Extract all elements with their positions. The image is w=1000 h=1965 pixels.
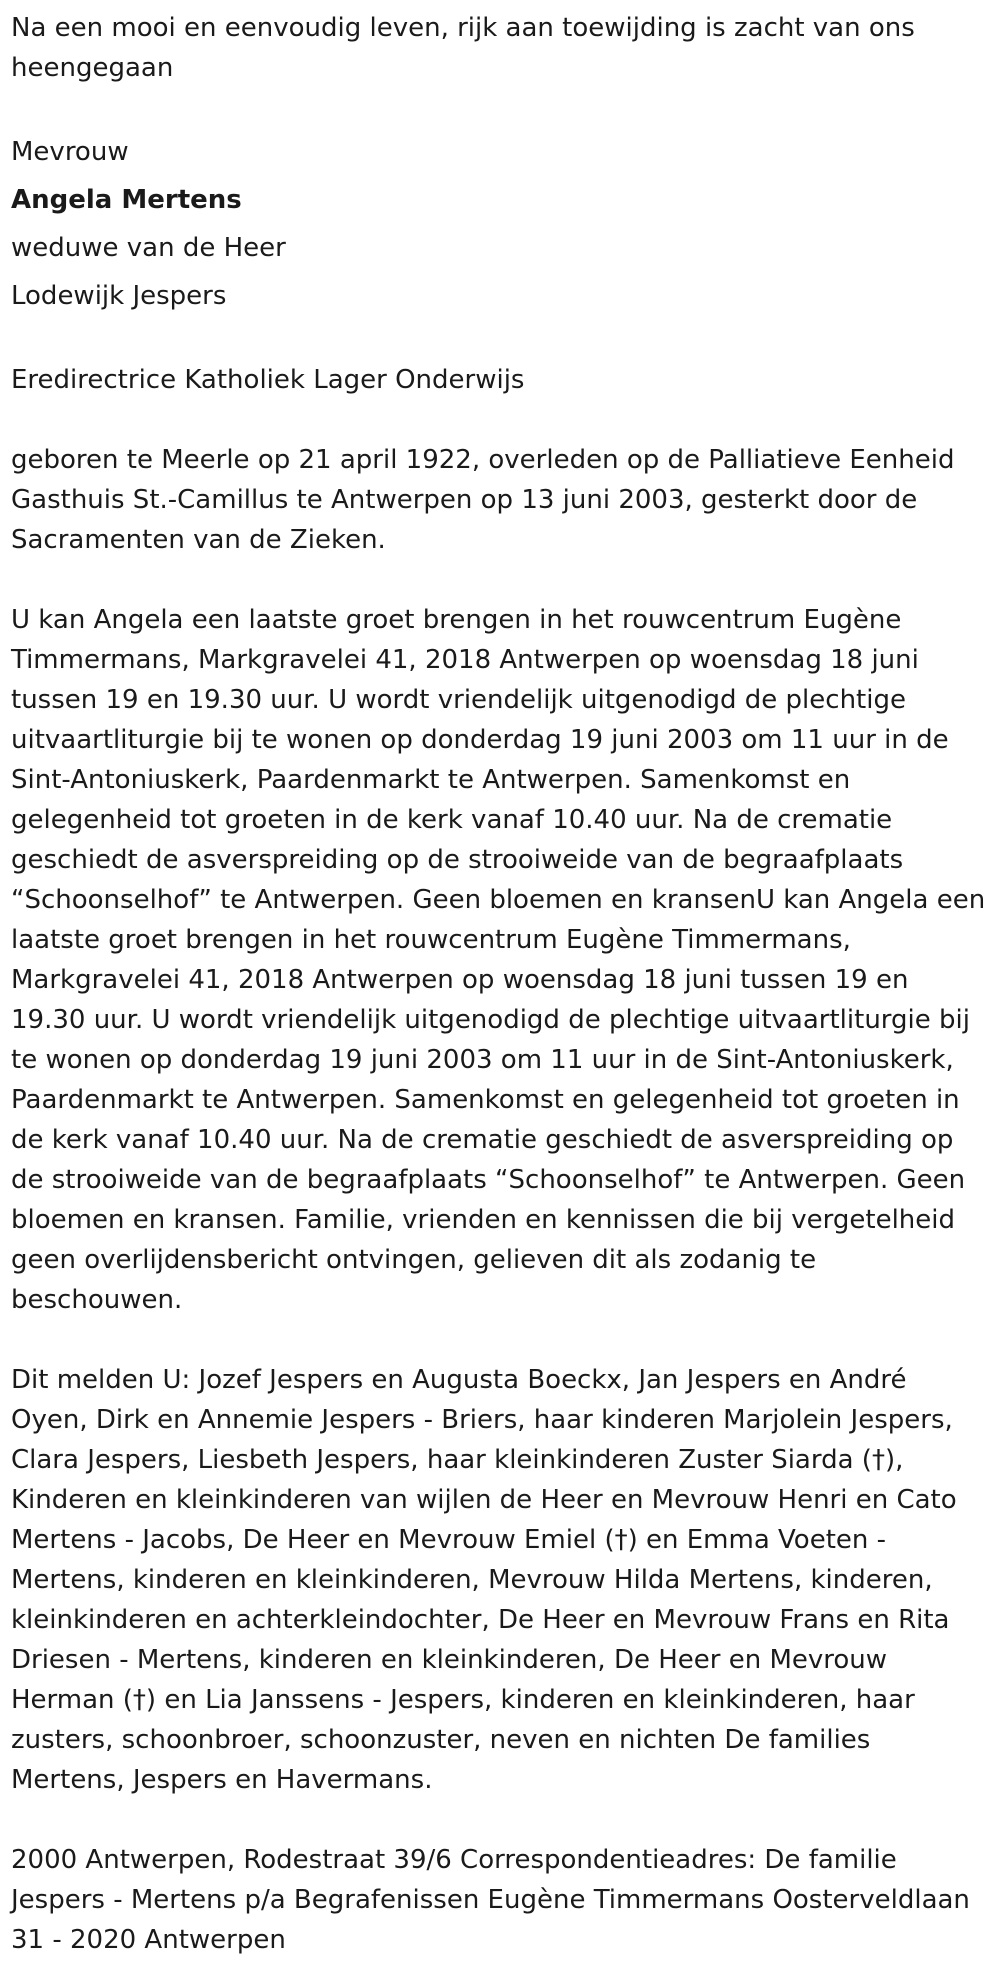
spouse-name: Lodewijk Jespers (11, 281, 227, 311)
deceased-name: Angela Mertens (11, 185, 242, 215)
spacer (11, 88, 989, 128)
spacer (11, 400, 989, 440)
spacer (11, 1320, 989, 1360)
funeral-info-text: U kan Angela een laatste groet brengen in het rouwcentrum Eugène Timmermans, Markgravelei 41, 2018 Antwerpen op woensdag 18 juni tussen 19 en 19.30 uur. U wordt vriendelijk uitgenodigd de plechtige uitvaartliturgie bij te wonen op donderdag 19 juni 2003 om 11 uur in de Sint-Antoniuskerk, Paardenmarkt te Antwerpen. Samenkomst en gelegenheid tot groeten in de kerk vanaf 10.40 uur. Na de crematie geschiedt de asverspreiding op de strooiweide van de begraafplaats “Schoonselhof” te Antwerpen. Geen bloemen en kransenU kan Angela een laatste groet brengen in het rouwcentrum Eugène Timmermans, Markgravelei 41, 2018 Antwerpen op woensdag 18 juni tussen 19 en 19.30 uur. U wordt vriendelijk uitgenodigd de plechtige uitvaartliturgie bij te wonen op donderdag 19 juni 2003 om 11 uur in de Sint-Antoniuskerk, Paardenmarkt te Antwerpen. Samenkomst en gelegenheid tot groeten in de kerk vanaf 10.40 uur. Na de crematie geschiedt de asverspreiding op de strooiweide van de begraafplaats “Schoonselhof” te Antwerpen. Geen bloemen en kransen. Familie, vrienden en kennissen die bij vergetelheid geen overlijdensbericht ontvingen, gelieven dit als zodanig te beschouwen. (11, 605, 986, 1315)
widow-of-text: weduwe van de Heer (11, 233, 286, 263)
intro-text: Na een mooi en eenvoudig leven, rijk aan toewijding is zacht van ons heengegaan (11, 13, 915, 83)
family-announcement-text: Dit melden U: Jozef Jespers en Augusta Boeckx, Jan Jespers en André Oyen, Dirk en Annemie Jespers - Briers, haar kinderen Marjolein Jespers, Clara Jespers, Liesbeth Jespers, haar kleinkinderen Zuster Siarda (†), Kinderen en kleinkinderen van wijlen de Heer en Mevrouw Henri en Cato Mertens - Jacobs, De Heer en Mevrouw Emiel (†) en Emma Voeten - Mertens, kinderen en kleinkinderen, Mevrouw Hilda Mertens, kinderen, kleinkinderen en achterkleindochter, De Heer en Mevrouw Frans en Rita Driesen - Mertens, kinderen en kleinkinderen, De Heer en Mevrouw Herman (†) en Lia Janssens - Jespers, kinderen en kleinkinderen, haar zusters, schoonbroer, schoonzuster, neven en nichten De families Mertens, Jespers en Havermans. (11, 1365, 957, 1795)
honorary-title: Eredirectrice Katholiek Lager Onderwijs (11, 365, 525, 395)
birth-death-text: geboren te Meerle op 21 april 1922, overleden op de Palliatieve Eenheid Gasthuis St.-Camillus te Antwerpen op 13 juni 2003, gesterkt door de Sacramenten van de Zieken. (11, 445, 955, 555)
spacer (11, 320, 989, 360)
spacer (11, 1800, 989, 1840)
address-text: 2000 Antwerpen, Rodestraat 39/6 Correspondentieadres: De familie Jespers - Mertens p/a Begrafenissen Eugène Timmermans Oosterveldlaan 31 - 2020 Antwerpen (11, 1845, 970, 1955)
title-text: Mevrouw (11, 137, 129, 167)
spacer (11, 560, 989, 600)
